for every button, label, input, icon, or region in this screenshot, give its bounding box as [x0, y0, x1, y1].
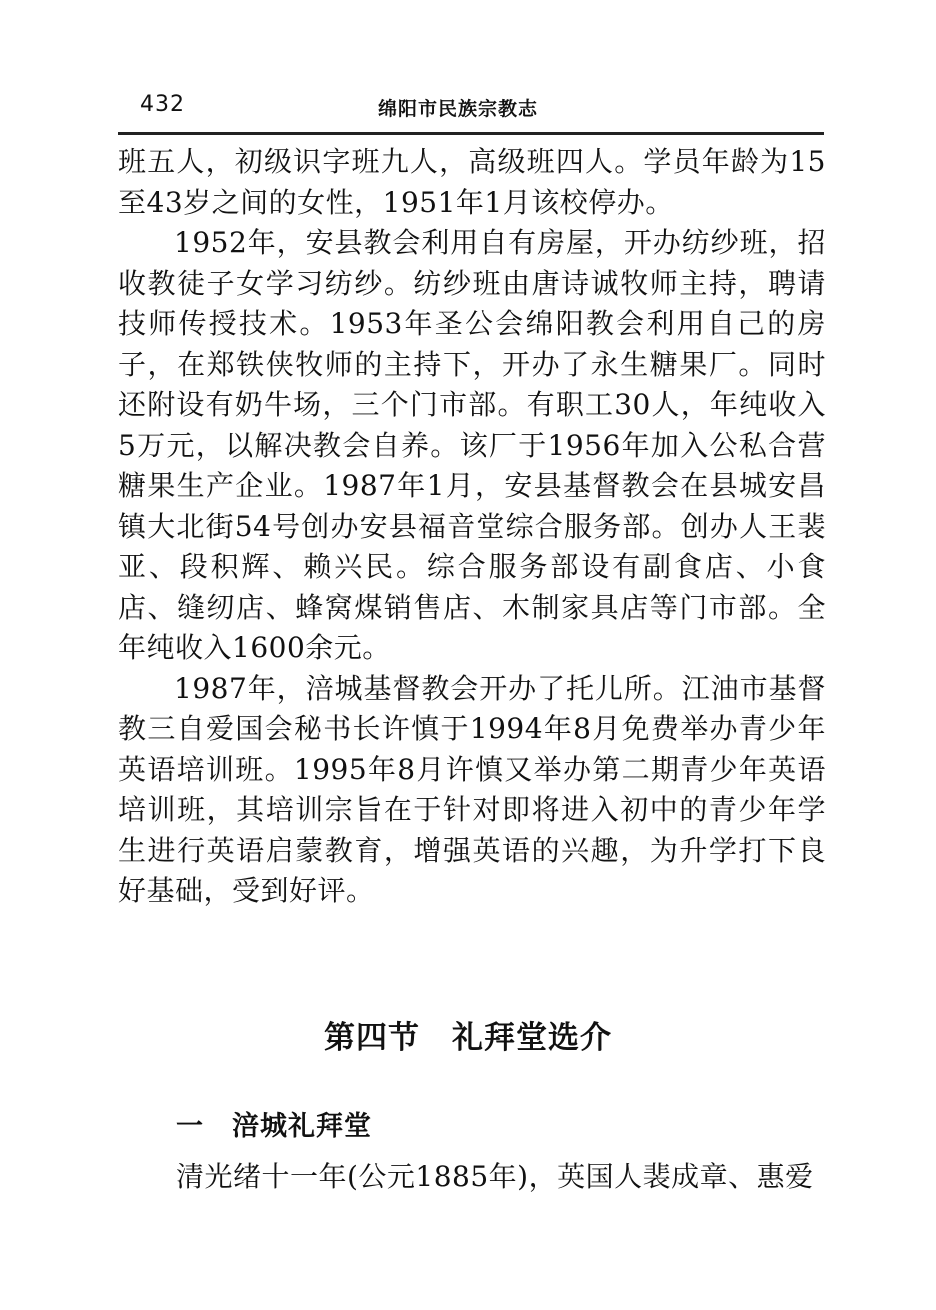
- running-header-title: 绵阳市民族宗教志: [378, 98, 539, 120]
- paragraph-continuation: 班五人，初级识字班九人，高级班四人。学员年龄为15至43岁之间的女性，1951年1月该校停办。: [118, 145, 826, 219]
- paragraph-fucheng-church: 清光绪十一年(公元1885年)，英国人裴成章、惠爱: [176, 1160, 814, 1193]
- body-text: [118, 142, 826, 912]
- paragraph-enterprises: 1952年，安县教会利用自有房屋，开办纺纱班，招收教徒子女学习纺纱。纺纱班由唐诗诚牧师主持，聘请技师传授技术。1953年圣公会绵阳教会利用自己的房子，在郑铁侠牧师的主持下，开办了永生糖果厂。同时还附设有奶牛场，三个门市部。有职工30人，年纯收入5万元，以解决教会自养。该厂于1956年加入公私合营糖果生产企业。1987年1月，安县基督教会在县城安昌镇大北街54号创办安县福音堂综合服务部。创办人王裴亚、段积辉、赖兴民。综合服务部设有副食店、小食店、缝纫店、蜂窝煤销售店、木制家具店等门市部。全年纯收入1600余元。: [118, 226, 826, 664]
- subsection-title: 一 涪城礼拜堂: [176, 1111, 372, 1142]
- page-number: 432: [140, 92, 185, 117]
- paragraph-education: 1987年，涪城基督教会开办了托儿所。江油市基督教三自爱国会秘书长许慎于1994年8月免费举办青少年英语培训班。1995年8月许慎又举办第二期青少年英语培训班，其培训宗旨在于针对即将进入初中的青少年学生进行英语启蒙教育，增强英语的兴趣，为升学打下良好基础，受到好评。: [118, 671, 826, 907]
- section-title: 第四节 礼拜堂选介: [324, 1020, 612, 1056]
- header-rule: [118, 132, 824, 135]
